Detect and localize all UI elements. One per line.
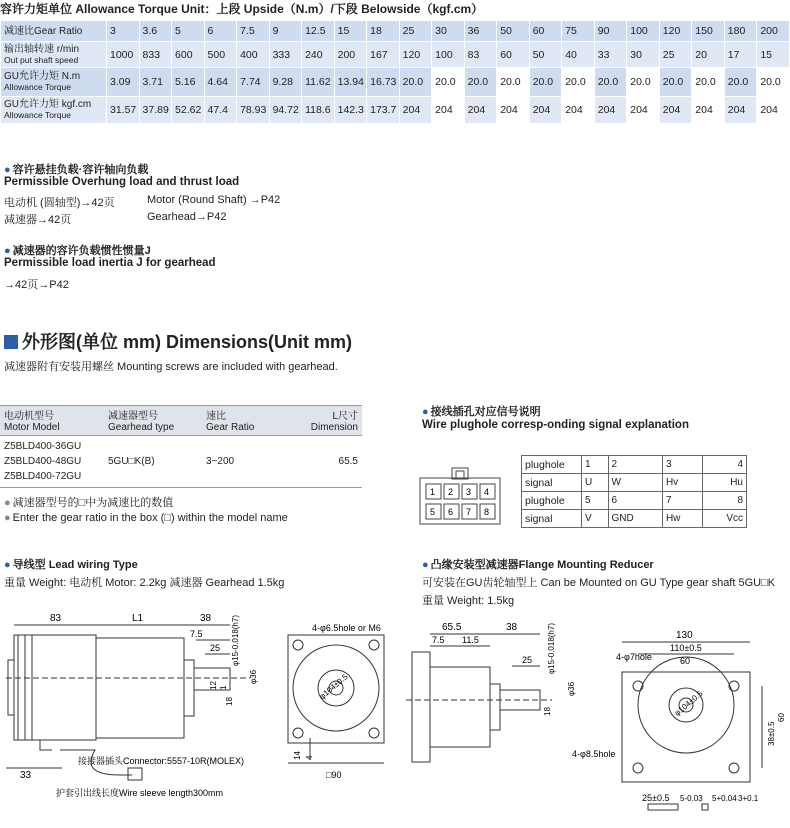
torque-cell: 31.57 (107, 97, 140, 124)
signal-cell: Vcc (702, 510, 746, 528)
torque-cell: 3 (107, 21, 140, 42)
dim-1: 1 (219, 685, 228, 690)
dim-l1: L1 (132, 613, 144, 624)
torque-cell: 833 (139, 42, 172, 68)
torque-row (1, 21, 790, 42)
torque-cell: 17 (724, 42, 757, 68)
torque-cell: 75 (562, 21, 595, 42)
dim-33: 33 (20, 770, 32, 781)
dim-90: □90 (326, 770, 342, 780)
signal-cell: signal (522, 474, 582, 492)
signal-title-en: Wire plughole corresp-onding signal explanation (422, 419, 689, 431)
dimension-value: 65.5 (302, 436, 362, 488)
torque-cell: 200 (757, 21, 790, 42)
torque-cell: 400 (237, 42, 270, 68)
connector-pin-label: 1 (430, 487, 436, 497)
torque-cell: 60 (529, 21, 562, 42)
torque-row-label: GU允许力矩 N.m Allowance Torque (1, 68, 107, 97)
fl-dim-38b: 38±0.5 (767, 721, 776, 746)
torque-cell: 94.72 (269, 97, 302, 124)
torque-cell: 4.64 (204, 68, 237, 97)
torque-cell: 204 (399, 97, 432, 124)
signal-cell: U (582, 474, 609, 492)
signal-cell: Hw (662, 510, 702, 528)
torque-cell: 3.71 (139, 68, 172, 97)
flange-drawing (402, 612, 790, 828)
col-gear-ratio: 速比 Gear Ratio (202, 406, 302, 436)
torque-cell: 204 (724, 97, 757, 124)
dimensions-title-text: 外形图(单位 mm) Dimensions(Unit mm) (22, 332, 353, 352)
fl-dim-60b: 60 (777, 713, 786, 722)
signal-row (522, 492, 747, 510)
fl-dim-110: 110±0.5 (670, 643, 702, 653)
fl-key-2: 5-0.03 (680, 794, 703, 803)
torque-row-label: GU允许力矩 kgf.cm Allowance Torque (1, 97, 107, 124)
signal-cell: plughole (522, 456, 582, 474)
torque-cell: 240 (302, 42, 335, 68)
overhung-line1-en: Motor (Round Shaft) →P42 (147, 194, 281, 206)
torque-cell: 150 (692, 21, 725, 42)
dim-36: φ36 (249, 669, 258, 684)
signal-cell: signal (522, 510, 582, 528)
signal-title-cn: ● 接线插孔对应信号说明 (422, 403, 541, 419)
dim-7-5: 7.5 (190, 629, 203, 639)
torque-cell: 500 (204, 42, 237, 68)
dim-104: φ104±0.5 (317, 672, 350, 702)
connector-pin-label: 2 (448, 487, 454, 497)
torque-cell: 20.0 (562, 68, 595, 97)
torque-cell: 30 (627, 42, 660, 68)
torque-row-label: 减速比Gear Ratio (1, 21, 107, 42)
fl-dim-130: 130 (676, 630, 693, 641)
fl-key-4: 3+0.1 (738, 794, 759, 803)
torque-cell: 204 (692, 97, 725, 124)
torque-cell: 18 (367, 21, 400, 42)
fl-key-1: 25±0.5 (642, 793, 670, 803)
torque-cell: 20.0 (757, 68, 790, 97)
torque-cell: 36 (464, 21, 497, 42)
torque-cell: 200 (334, 42, 367, 68)
torque-cell: 20.0 (594, 68, 627, 97)
overhung-title-en: Permissible Overhung load and thrust load (4, 176, 240, 188)
torque-cell: 20.0 (464, 68, 497, 97)
torque-cell: 20.0 (529, 68, 562, 97)
overhung-line1-cn: 电动机 (圆轴型)→42页 (4, 197, 115, 209)
torque-cell: 15 (757, 42, 790, 68)
torque-cell: 3.09 (107, 68, 140, 97)
torque-row (1, 97, 790, 124)
signal-cell: Hu (702, 474, 746, 492)
torque-cell: 167 (367, 42, 400, 68)
torque-cell: 120 (399, 42, 432, 68)
torque-cell: 7.5 (237, 21, 270, 42)
torque-cell: 20.0 (692, 68, 725, 97)
torque-cell: 600 (172, 42, 205, 68)
torque-cell: 20.0 (497, 68, 530, 97)
torque-cell: 50 (497, 21, 530, 42)
connector-diagram (418, 466, 504, 528)
signal-cell: 4 (702, 456, 746, 474)
fl-key-3: 5+0.04 (712, 794, 737, 803)
torque-cell: 333 (269, 42, 302, 68)
torque-cell: 142.3 (334, 97, 367, 124)
torque-cell: 25 (399, 21, 432, 42)
gearhead-value: 5GU□K(B) (104, 436, 202, 488)
torque-cell: 83 (464, 42, 497, 68)
signal-cell: Hv (662, 474, 702, 492)
dim-12: 12 (209, 681, 218, 690)
torque-cell: 204 (432, 97, 465, 124)
connector-pin-label: 8 (484, 507, 490, 517)
torque-cell: 120 (659, 21, 692, 42)
model-table (0, 405, 362, 488)
fl-dim-38: 38 (506, 622, 518, 633)
torque-cell: 20.0 (627, 68, 660, 97)
signal-cell: 6 (608, 492, 662, 510)
torque-cell: 1000 (107, 42, 140, 68)
torque-cell: 20.0 (432, 68, 465, 97)
inertia-title-en: Permissible load inertia J for gearhead (4, 257, 216, 269)
inertia-line: →42页→P42 (4, 279, 69, 291)
ratio-value: 3~200 (202, 436, 302, 488)
overhung-line2-en: Gearhead→P42 (147, 211, 227, 223)
torque-cell: 60 (497, 42, 530, 68)
torque-cell: 9.28 (269, 68, 302, 97)
torque-cell: 100 (627, 21, 660, 42)
torque-cell: 25 (659, 42, 692, 68)
fl-dim-18: 18 (543, 707, 552, 716)
signal-cell: W (608, 474, 662, 492)
dim-shaft: φ15-0.018(h7) (231, 615, 240, 666)
torque-cell: 204 (497, 97, 530, 124)
torque-cell: 16.73 (367, 68, 400, 97)
fl-dim-25: 25 (522, 655, 533, 665)
col-gearhead-type: 减速器型号 Gearhead type (104, 406, 202, 436)
torque-cell: 118.6 (302, 97, 335, 124)
dimensions-note: 减速器附有安装用螺丝 Mounting screws are included with gearhead. (4, 361, 338, 373)
torque-cell: 33 (594, 42, 627, 68)
connector-pin-label: 3 (466, 487, 472, 497)
connector-pin-label: 6 (448, 507, 454, 517)
torque-title: 容许力矩单位 Allowance Torque Unit：上段 Upside（N.m）/下段 Belowside（kgf.cm） (0, 2, 484, 16)
torque-cell: 6 (204, 21, 237, 42)
dim-18: 18 (225, 697, 234, 706)
signal-table (521, 455, 747, 528)
torque-row (1, 68, 790, 97)
model-note-2: ● Enter the gear ratio in the box (□) within the model name (4, 512, 288, 524)
torque-cell: 11.62 (302, 68, 335, 97)
torque-cell: 204 (562, 97, 595, 124)
square-bullet-icon (4, 335, 18, 349)
connector-pin-label: 4 (484, 487, 490, 497)
sleeve-label: 护套引出线长度Wire sleeve length300mm (56, 788, 224, 798)
overhung-line2-cn: 减速器→42页 (4, 214, 72, 226)
signal-cell: 5 (582, 492, 609, 510)
fl-dim-7-5: 7.5 (432, 635, 445, 645)
torque-cell: 204 (464, 97, 497, 124)
fl-hole-7: 4-φ7hole (616, 652, 652, 662)
lead-drawing (0, 600, 400, 828)
dimensions-title (4, 328, 352, 354)
torque-cell: 15 (334, 21, 367, 42)
connector-pin-label: 5 (430, 507, 436, 517)
torque-cell: 204 (627, 97, 660, 124)
signal-cell: GND (608, 510, 662, 528)
torque-cell: 52.62 (172, 97, 205, 124)
torque-cell: 5 (172, 21, 205, 42)
signal-cell: 7 (662, 492, 702, 510)
torque-cell: 204 (594, 97, 627, 124)
flange-line: 可安装在GU齿轮轴型上 Can be Mounted on GU Type gear shaft 5GU□K (422, 577, 776, 589)
signal-cell: plughole (522, 492, 582, 510)
torque-cell: 3.6 (139, 21, 172, 42)
dim-25: 25 (210, 643, 221, 653)
flange-title: ● 凸缘安装型减速器Flange Mounting Reducer (422, 556, 654, 572)
signal-row (522, 456, 747, 474)
torque-cell: 20 (692, 42, 725, 68)
connector-pin-label: 7 (466, 507, 472, 517)
fl-dim-65-5: 65.5 (442, 622, 462, 633)
torque-cell: 204 (659, 97, 692, 124)
torque-cell: 20.0 (399, 68, 432, 97)
signal-row (522, 474, 747, 492)
signal-row (522, 510, 747, 528)
torque-cell: 20.0 (659, 68, 692, 97)
torque-cell: 7.74 (237, 68, 270, 97)
torque-cell: 204 (529, 97, 562, 124)
torque-row-label: 输出轴转速 r/min Out put shaft speed (1, 42, 107, 68)
dim-38: 38 (200, 613, 212, 624)
torque-cell: 204 (757, 97, 790, 124)
torque-cell: 5.16 (172, 68, 205, 97)
dim-14: 14 (293, 751, 302, 760)
signal-cell: 8 (702, 492, 746, 510)
fl-hole-8-5: 4-φ8.5hole (572, 749, 616, 759)
fl-dim-36: φ36 (567, 681, 576, 696)
fl-dim-shaft: φ15-0.018(h7) (547, 623, 556, 674)
lead-title: ● 导线型 Lead wiring Type (4, 556, 138, 572)
torque-table (0, 20, 790, 124)
motor-list: Z5BLD400-36GU Z5BLD400-48GU Z5BLD400-72GU (0, 436, 104, 488)
inertia-title-cn: ● 减速器的容许负载惯性惯量J (4, 242, 151, 258)
lead-weight: 重量 Weight: 电动机 Motor: 2.2kg 减速器 Gearhead 1.5kg (4, 577, 285, 589)
dim-83: 83 (50, 613, 62, 624)
hole-label: 4-φ6.5hole or M6 (312, 623, 381, 633)
torque-cell: 30 (432, 21, 465, 42)
torque-cell: 47.4 (204, 97, 237, 124)
signal-cell: 3 (662, 456, 702, 474)
torque-cell: 37.89 (139, 97, 172, 124)
torque-cell: 90 (594, 21, 627, 42)
torque-cell: 180 (724, 21, 757, 42)
torque-cell: 173.7 (367, 97, 400, 124)
torque-cell: 50 (529, 42, 562, 68)
torque-cell: 100 (432, 42, 465, 68)
col-motor-model: 电动机型号 Motor Model (0, 406, 104, 436)
dim-4: 4 (305, 755, 314, 760)
signal-cell: 1 (582, 456, 609, 474)
fl-dim-11-5: 11.5 (462, 635, 479, 645)
model-note-1: ● 减速器型号的□中为减速比的数值 (4, 494, 173, 510)
connector-label: 接接器插头Connector:5557-10R(MOLEX) (78, 756, 245, 766)
torque-row (1, 42, 790, 68)
torque-cell: 78.93 (237, 97, 270, 124)
flange-weight: 重量 Weight: 1.5kg (422, 595, 515, 607)
torque-cell: 20.0 (724, 68, 757, 97)
torque-cell: 40 (562, 42, 595, 68)
torque-cell: 12.5 (302, 21, 335, 42)
signal-cell: V (582, 510, 609, 528)
fl-dim-104: φ104±0.5 (672, 689, 705, 718)
col-dimension: L尺寸 Dimension (302, 406, 362, 436)
fl-dim-60: 60 (680, 656, 691, 666)
torque-cell: 13.94 (334, 68, 367, 97)
signal-cell: 2 (608, 456, 662, 474)
torque-cell: 9 (269, 21, 302, 42)
overhung-title-cn: ● 容许悬挂负载·容许轴向负载 (4, 161, 148, 177)
